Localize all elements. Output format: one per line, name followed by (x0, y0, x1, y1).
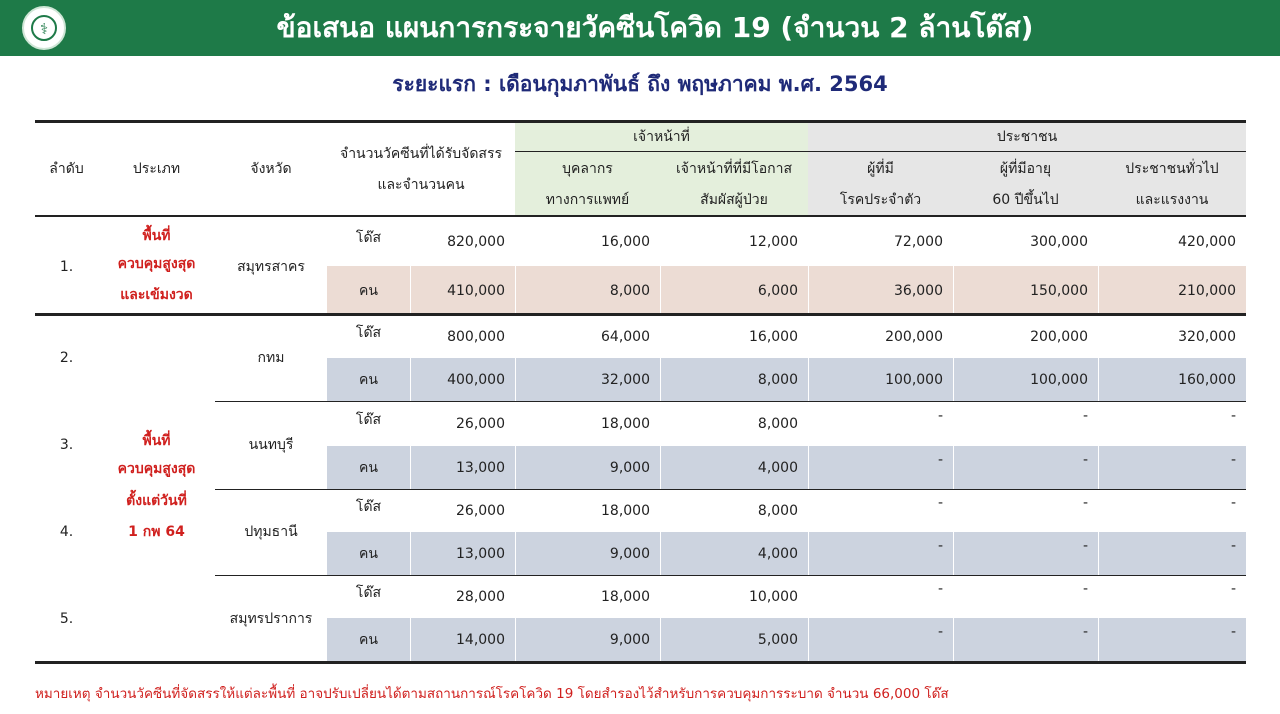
header-province: จังหวัด (250, 161, 292, 177)
people-value: 9,000 (609, 545, 650, 562)
people-value: 4,000 (757, 459, 798, 476)
people-value: 100,000 (885, 371, 943, 388)
header-column: ผู้ที่มีอายุ (999, 161, 1052, 177)
header-column: ทางการแพทย์ (545, 192, 630, 208)
people-value: - (1082, 537, 1088, 554)
header-allocation: จำนวนวัคซีนที่ได้รับจัดสรร (339, 146, 502, 162)
dose-value: 8,000 (757, 502, 798, 519)
people-value: 210,000 (1178, 282, 1236, 299)
people-label: คน (359, 371, 378, 388)
people-label: คน (359, 282, 378, 299)
dose-value: 64,000 (601, 328, 650, 345)
row-divider (215, 489, 1246, 490)
caduceus-icon: ⚕ (31, 15, 57, 41)
dose-label: โด๊ส (355, 324, 382, 341)
header-column: และแรงงาน (1135, 192, 1209, 208)
dose-value: 16,000 (749, 328, 798, 345)
dose-value: - (1082, 580, 1088, 597)
category-label: พื้นที่ (142, 433, 171, 449)
people-value: 8,000 (609, 282, 650, 299)
people-value: 9,000 (609, 459, 650, 476)
dose-value: 200,000 (1030, 328, 1088, 345)
dose-label: โด๊ส (355, 230, 382, 246)
group1-bottom-border (35, 313, 1246, 316)
header-column: สัมผัสผู้ป่วย (700, 192, 768, 208)
ministry-logo (22, 6, 66, 50)
dose-total: 820,000 (447, 234, 505, 250)
header-allocation: และจำนวนคน (377, 177, 465, 193)
dose-total: 800,000 (447, 328, 505, 345)
people-label: คน (359, 459, 378, 476)
row-divider (215, 401, 1246, 402)
dose-value: 200,000 (885, 328, 943, 345)
dose-value: - (1082, 407, 1088, 424)
category-label: ควบคุมสูงสุด (117, 461, 196, 477)
dose-value: 12,000 (749, 234, 798, 250)
people-total: 13,000 (456, 459, 505, 476)
people-value: 100,000 (1030, 371, 1088, 388)
people-label: คน (359, 632, 378, 648)
dose-value: 72,000 (894, 234, 943, 250)
title-bar (0, 0, 1280, 56)
people-value: - (1230, 451, 1236, 468)
row-number: 1. (59, 258, 74, 275)
people-value: 32,000 (601, 371, 650, 388)
table-top-border (35, 120, 1246, 123)
header-column: โรคประจำตัว (839, 192, 922, 208)
dose-value: - (937, 407, 943, 424)
dose-value: 320,000 (1178, 328, 1236, 345)
footnote: หมายเหตุ จำนวนวัคซีนที่จัดสรรให้แต่ละพื้นที่ อาจปรับเปลี่ยนได้ตามสถานการณ์โรคโควิด 19 โดยสำรองไว้สำหรับการควบคุมการระบาด จำนวน 66,000 โด๊ส (35, 686, 949, 702)
dose-label: โด๊ส (355, 498, 382, 515)
people-total: 400,000 (447, 371, 505, 388)
people-total: 410,000 (447, 282, 505, 299)
people-total: 14,000 (456, 632, 505, 648)
dose-value: - (1230, 494, 1236, 511)
people-value: 4,000 (757, 545, 798, 562)
row-number: 5. (59, 610, 74, 627)
table-bottom-border (35, 661, 1246, 664)
people-value: 36,000 (894, 282, 943, 299)
header-column: ผู้ที่มี (867, 161, 894, 177)
page-subtitle: ระยะแรก : เดือนกุมภาพันธ์ ถึง พฤษภาคม พ.ศ. 2564 (392, 72, 888, 96)
dose-value: - (1230, 580, 1236, 597)
people-value: - (937, 451, 943, 468)
people-value: - (1230, 537, 1236, 554)
people-value: 8,000 (757, 371, 798, 388)
category-label: พื้นที่ (142, 228, 171, 244)
people-total: 13,000 (456, 545, 505, 562)
people-value: - (937, 537, 943, 554)
people-value: - (1230, 624, 1236, 640)
province-name: สมุทรปราการ (229, 610, 313, 627)
people-value: 160,000 (1178, 371, 1236, 388)
row-number: 3. (59, 437, 74, 453)
dose-value: 16,000 (601, 234, 650, 250)
people-value: 6,000 (757, 282, 798, 299)
header-column: บุคลากร (562, 161, 613, 177)
people-value: 5,000 (757, 632, 798, 648)
dose-total: 28,000 (456, 588, 505, 605)
dose-value: - (1230, 407, 1236, 424)
dose-label: โด๊ส (355, 584, 382, 601)
category-label: และเข้มงวด (120, 287, 193, 303)
dose-label: โด๊ส (355, 411, 382, 428)
dose-value: 18,000 (601, 502, 650, 519)
header-column: 60 ปีขึ้นไป (992, 192, 1059, 208)
category-label: ตั้งแต่วันที่ (126, 493, 187, 509)
people-value: - (1082, 624, 1088, 640)
dose-value: 420,000 (1178, 234, 1236, 250)
dose-value: - (937, 494, 943, 511)
category-label: 1 กพ 64 (128, 524, 185, 540)
dose-total: 26,000 (456, 415, 505, 432)
header-staff-group: เจ้าหน้าที่ (633, 129, 690, 145)
province-name: สมุทรสาคร (237, 258, 305, 275)
dose-value: 10,000 (749, 588, 798, 605)
header-group-divider (515, 151, 1246, 152)
header-public-group: ประชาชน (996, 129, 1058, 145)
people-value: 9,000 (609, 632, 650, 648)
header-bottom-border (35, 215, 1246, 217)
dose-value: 8,000 (757, 415, 798, 432)
dose-value: - (1082, 494, 1088, 511)
header-type: ประเภท (132, 161, 181, 177)
row-number: 2. (59, 350, 74, 366)
people-value: - (1082, 451, 1088, 468)
people-value: - (937, 624, 943, 640)
province-name: กทม (257, 350, 285, 366)
header-column: เจ้าหน้าที่ที่มีโอกาส (675, 161, 792, 177)
dose-total: 26,000 (456, 502, 505, 519)
people-label: คน (359, 545, 378, 562)
people-value: 150,000 (1030, 282, 1088, 299)
header-no: ลำดับ (49, 161, 84, 177)
province-name: นนทบุรี (248, 437, 294, 453)
dose-value: - (937, 580, 943, 597)
dose-value: 18,000 (601, 588, 650, 605)
page-title: ข้อเสนอ แผนการกระจายวัคซีนโควิด 19 (จำนวน 2 ล้านโด๊ส) (276, 11, 1034, 44)
header-column: ประชาชนทั่วไป (1125, 161, 1219, 177)
dose-value: 18,000 (601, 415, 650, 432)
row-divider (215, 575, 1246, 576)
row-number: 4. (59, 524, 74, 540)
dose-value: 300,000 (1030, 234, 1088, 250)
category-label: ควบคุมสูงสุด (117, 256, 196, 272)
province-name: ปทุมธานี (244, 524, 298, 540)
